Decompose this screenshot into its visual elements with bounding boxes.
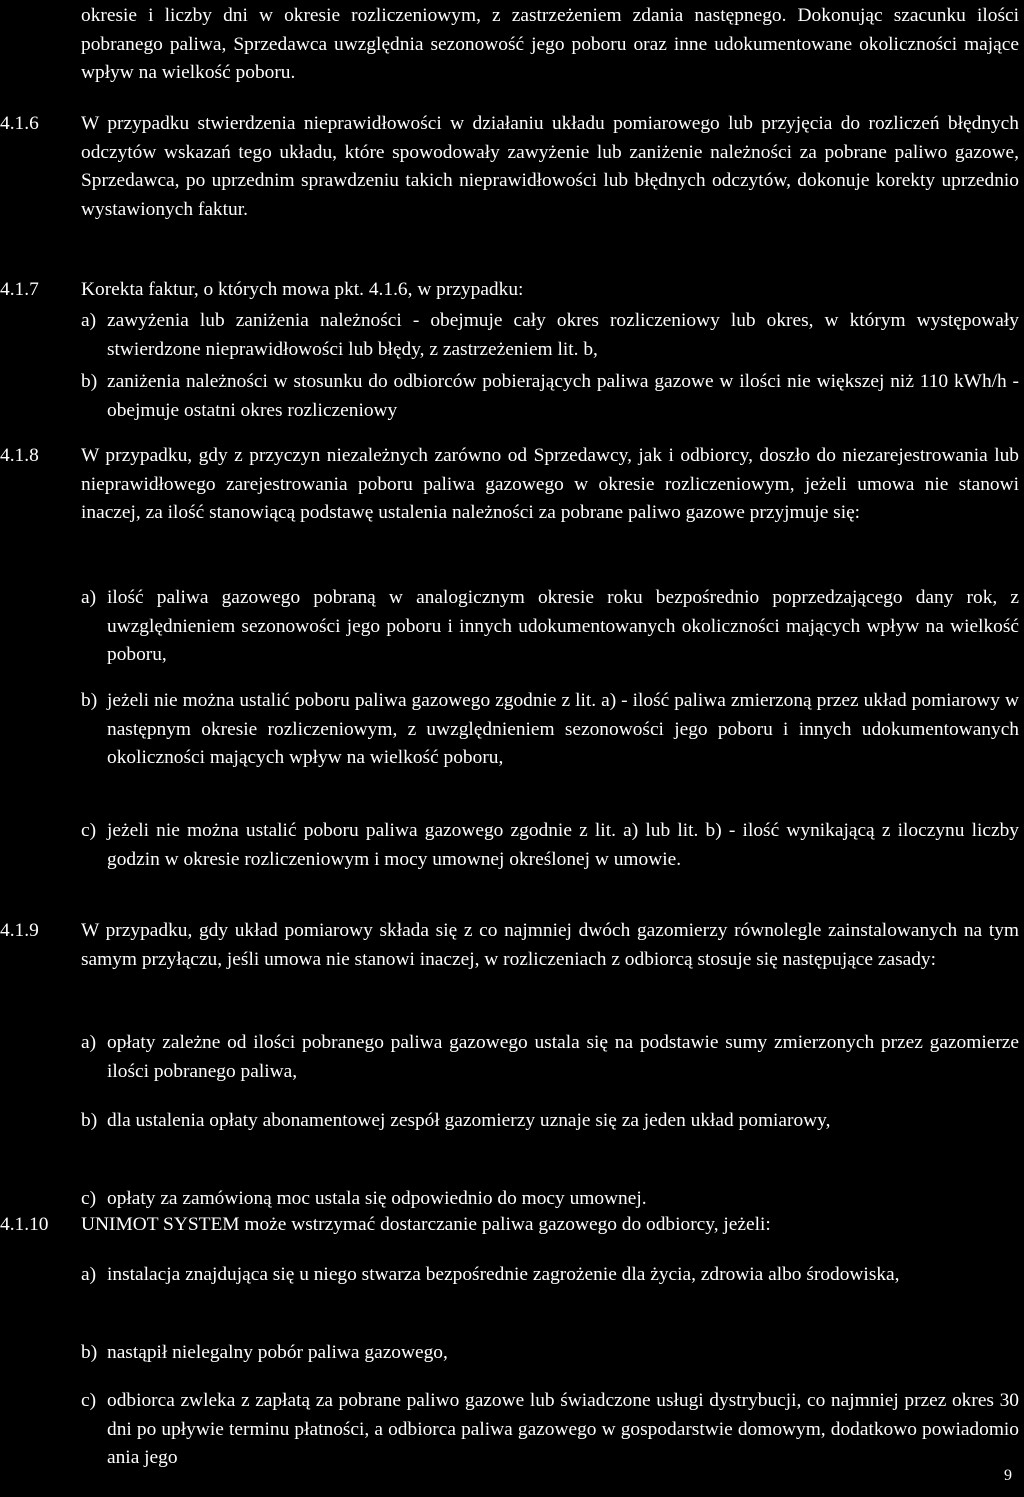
list-label: b) (81, 371, 98, 392)
list-text: nastąpił nielegalny pobór paliwa gazowego, (107, 1342, 448, 1363)
page-number: 9 (1004, 1467, 1012, 1484)
intro-paragraph (81, 2, 1019, 88)
list-item-b (81, 368, 1019, 425)
list-item-b (81, 1107, 1019, 1136)
list-label: c) (81, 1390, 97, 1411)
section-4-1-9 (0, 917, 1019, 1207)
section-number: 4.1.8 (0, 445, 39, 466)
list-text: dla ustalenia opłaty abonamentowej zespół gazomierzy uznaje się za jeden układ pomiarowy, (107, 1110, 831, 1131)
list-label: a) (81, 1032, 97, 1053)
list-text: opłaty za zamówioną moc ustala się odpowiednio do mocy umownej. (107, 1188, 647, 1209)
section-number: 4.1.9 (0, 920, 39, 941)
intro-text: okresie i liczby dni w okresie rozliczeniowym, z zastrzeżeniem zdania następnego. Dokonując szacunku ilości pobranego paliwa, Sprzedawca uwzględnia sezonowość jego poboru oraz inne udokumentowane okoliczności mające wpływ na wielkość poboru. (81, 5, 1019, 84)
list-text: zawyżenia lub zaniżenia należności - obejmuje cały okres rozliczeniowy lub okres, w którym występowały stwierdzone nieprawidłowości lub błędy, z zastrzeżeniem lit. b, (107, 310, 1019, 360)
list-item-c (81, 1185, 1019, 1214)
section-4-1-8 (0, 442, 1019, 870)
section-4-1-10 (0, 1211, 1019, 1469)
list-text: jeżeli nie można ustalić poboru paliwa gazowego zgodnie z lit. a) - ilość paliwa zmierzoną przez układ pomiarowy w następnym okresie rozliczeniowym, z uwzględnieniem sezonowości jego poboru i innych udokumentowanych okoliczności mających wpływ na wielkość poboru, (107, 690, 1019, 769)
section-text: W przypadku, gdy układ pomiarowy składa się z co najmniej dwóch gazomierzy równolegle zainstalowanych na tym samym przyłączu, jeśli umowa nie stanowi inaczej, w rozliczeniach z odbiorcą stosuje się następujące zasady: (81, 920, 1019, 970)
section-text: UNIMOT SYSTEM może wstrzymać dostarczanie paliwa gazowego do odbiorcy, jeżeli: (81, 1214, 771, 1235)
section-number: 4.1.10 (0, 1214, 49, 1235)
list-label: a) (81, 310, 97, 331)
list-label: c) (81, 820, 97, 841)
list-item-c (81, 817, 1019, 874)
list-label: b) (81, 690, 98, 711)
list-item-a (81, 1029, 1019, 1086)
list-label: a) (81, 587, 97, 608)
section-4-1-7 (0, 276, 1019, 436)
list-item-c (81, 1387, 1019, 1473)
list-item-a (81, 584, 1019, 670)
list-label: a) (81, 1264, 97, 1285)
list-label: b) (81, 1110, 98, 1131)
section-4-1-6 (0, 110, 1019, 224)
list-item-a (81, 1261, 1019, 1290)
list-text: odbiorca zwleka z zapłatą za pobrane paliwo gazowe lub świadczone usługi dystrybucji, co najmniej przez okres 30 dni po upływie terminu płatności, a odbiorca paliwa gazowego w gospodarstwie domowym, dodatkowo powiadomio ania jego (107, 1390, 1019, 1469)
list-item-b (81, 687, 1019, 773)
list-text: instalacja znajdująca się u niego stwarza bezpośrednie zagrożenie dla życia, zdrowia albo środowiska, (107, 1264, 900, 1285)
list-text: zaniżenia należności w stosunku do odbiorców pobierających paliwa gazowe w ilości nie większej niż 110 kWh/h - obejmuje ostatni okres rozliczeniowy (107, 371, 1019, 421)
section-number: 4.1.6 (0, 113, 39, 134)
list-item-b (81, 1339, 1019, 1368)
list-label: b) (81, 1342, 98, 1363)
list-label: c) (81, 1188, 97, 1209)
list-item-a (81, 307, 1019, 364)
section-number: 4.1.7 (0, 279, 39, 300)
section-text: Korekta faktur, o których mowa pkt. 4.1.6, w przypadku: (81, 279, 524, 300)
section-text: W przypadku, gdy z przyczyn niezależnych zarówno od Sprzedawcy, jak i odbiorcy, doszło do niezarejestrowania lub nieprawidłowego zarejestrowania poboru paliwa gazowego w okresie rozliczeniowym, jeżeli umowa nie stanowi inaczej, za ilość stanowiącą podstawę ustalenia należności za pobrane paliwo gazowe przyjmuje się: (81, 445, 1019, 524)
list-text: ilość paliwa gazowego pobraną w analogicznym okresie roku bezpośrednio poprzedzającego dany rok, z uwzględnieniem sezonowości jego poboru i innych udokumentowanych okoliczności mających wpływ na wielkość poboru, (107, 587, 1019, 666)
list-text: jeżeli nie można ustalić poboru paliwa gazowego zgodnie z lit. a) lub lit. b) - ilość wynikającą z iloczynu liczby godzin w okresie rozliczeniowym i mocy umownej określonej w umowie. (107, 820, 1019, 870)
section-text: W przypadku stwierdzenia nieprawidłowości w działaniu układu pomiarowego lub przyjęcia do rozliczeń błędnych odczytów wskazań tego układu, które spowodowały zawyżenie lub zaniżenie należności za pobrane paliwo gazowe, Sprzedawca, po uprzednim sprawdzeniu takich nieprawidłowości lub błędnych odczytów, dokonuje korekty uprzednio wystawionych faktur. (81, 113, 1019, 220)
list-text: opłaty zależne od ilości pobranego paliwa gazowego ustala się na podstawie sumy zmierzonych przez gazomierze ilości pobranego paliwa, (107, 1032, 1019, 1082)
